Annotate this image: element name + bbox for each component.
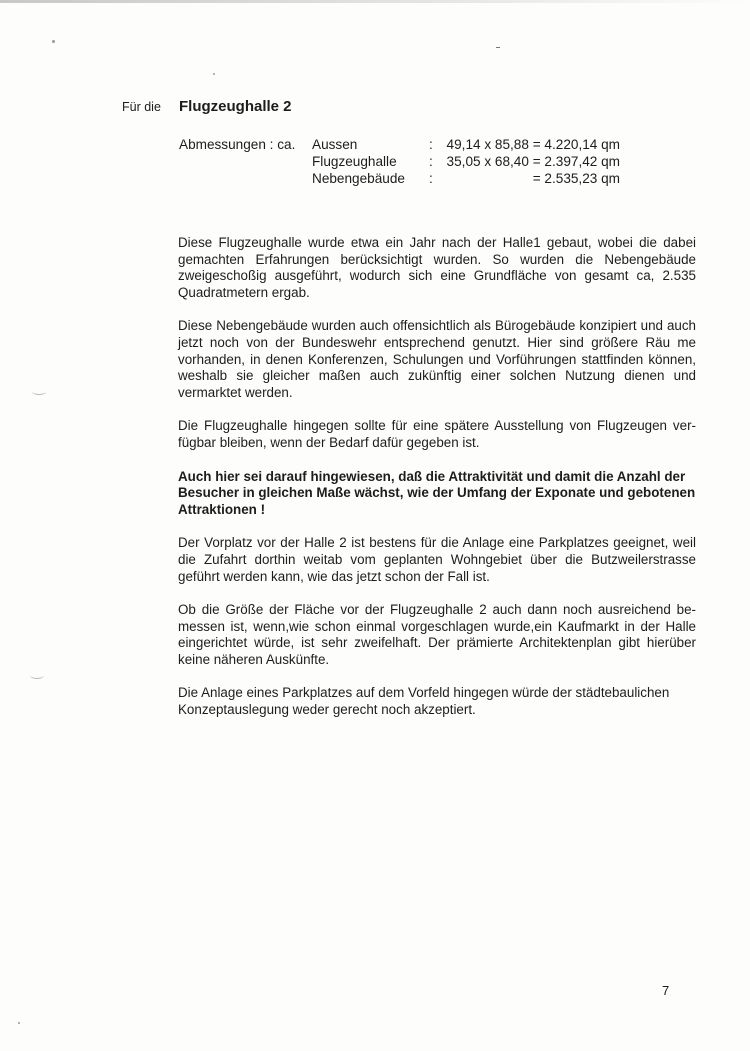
dimensions-row-name: Nebengebäude bbox=[312, 171, 405, 186]
scan-speck bbox=[213, 73, 215, 75]
paragraph: Ob die Größe der Fläche vor der Flugzeughalle 2 auch dann noch ausreichend bemessen ist, wenn,wie schon einmal vorgeschlagen wurde,ein Kaufmarkt in der Halle eingerichtet würde, ist sehr zweifelhaft. Der prämierte Architektenplan gibt hierüber keine näheren Auskünfte. bbox=[178, 602, 696, 667]
dimensions-label: Abmessungen : ca. bbox=[179, 137, 296, 152]
emphasis-paragraph: Auch hier sei darauf hingewiesen, daß die Attraktivität und damit die Anzahl der Besucher in gleichen Maße wächst, wie der Umfang der Exponate und gebotenen Attraktionen ! bbox=[178, 468, 696, 517]
section-heading bbox=[122, 98, 292, 115]
dimensions-row bbox=[312, 153, 632, 170]
paragraph: Die Flugzeughalle hingegen sollte für eine spätere Ausstellung von Flugzeugen verfügbar bleiben, wenn der Bedarf dafür gegeben ist. bbox=[178, 418, 696, 450]
page-number: 7 bbox=[662, 983, 670, 998]
scan-top-edge bbox=[0, 0, 750, 3]
dimensions-row-colon: : bbox=[429, 171, 433, 186]
dimensions-row-value: = 2.535,23 qm bbox=[532, 171, 620, 186]
heading-prefix: Für die bbox=[122, 100, 161, 114]
paragraph: Diese Nebengebäude wurden auch offensichtlich als Bürogebäude konzipiert und auch jetzt noch von der Bundeswehr entsprechend genutzt. Hier sind größere Räu me vorhanden, in denen Konferenzen, Schulungen und Vorführungen stattfinden können, weshalb sie gleicher maßen auch zukünftig einer solchen Nutzung dienen und vermarktet werden. bbox=[178, 318, 696, 400]
scan-speck bbox=[18, 1022, 20, 1024]
scan-speck bbox=[52, 40, 55, 43]
dimensions-row bbox=[312, 136, 632, 153]
dimensions-row-colon: : bbox=[429, 154, 433, 169]
paragraph: Der Vorplatz vor der Halle 2 ist bestens für die Anlage eine Parkplatzes geeignet, weil die Zufahrt dorthin weitab vom geplanten Wohngebiet über die Butzweilerstrasse geführt werden kann, wie das jetzt schon der Fall ist. bbox=[178, 535, 696, 584]
dimensions-row-name: Flugzeughalle bbox=[312, 154, 397, 169]
scan-speck bbox=[496, 47, 500, 48]
body-text bbox=[178, 235, 696, 736]
heading-title: Flugzeughalle 2 bbox=[179, 98, 292, 115]
dimensions-row bbox=[312, 170, 632, 187]
dimensions-row-value: 49,14 x 85,88 = 4.220,14 qm bbox=[446, 137, 620, 152]
paragraph: Diese Flugzeughalle wurde etwa ein Jahr nach der Halle1 gebaut, wobei die dabei gemachten Erfahrungen berücksichtigt wurden. So wurden die Nebengebäude zweigeschoßig ausgeführt, wodurch sich eine Grundfläche von gesamt ca, 2.535 Quadratmetern ergab. bbox=[178, 235, 696, 300]
scan-speck bbox=[30, 672, 44, 679]
dimensions-row-value: 35,05 x 68,40 = 2.397,42 qm bbox=[446, 154, 620, 169]
scan-speck bbox=[32, 388, 46, 395]
paragraph: Die Anlage eines Parkplatzes auf dem Vorfeld hingegen würde der städtebaulichen Konzeptauslegung weder gerecht noch akzeptiert. bbox=[178, 685, 670, 718]
dimensions-row-name: Aussen bbox=[312, 137, 358, 152]
dimensions-row-colon: : bbox=[429, 137, 433, 152]
